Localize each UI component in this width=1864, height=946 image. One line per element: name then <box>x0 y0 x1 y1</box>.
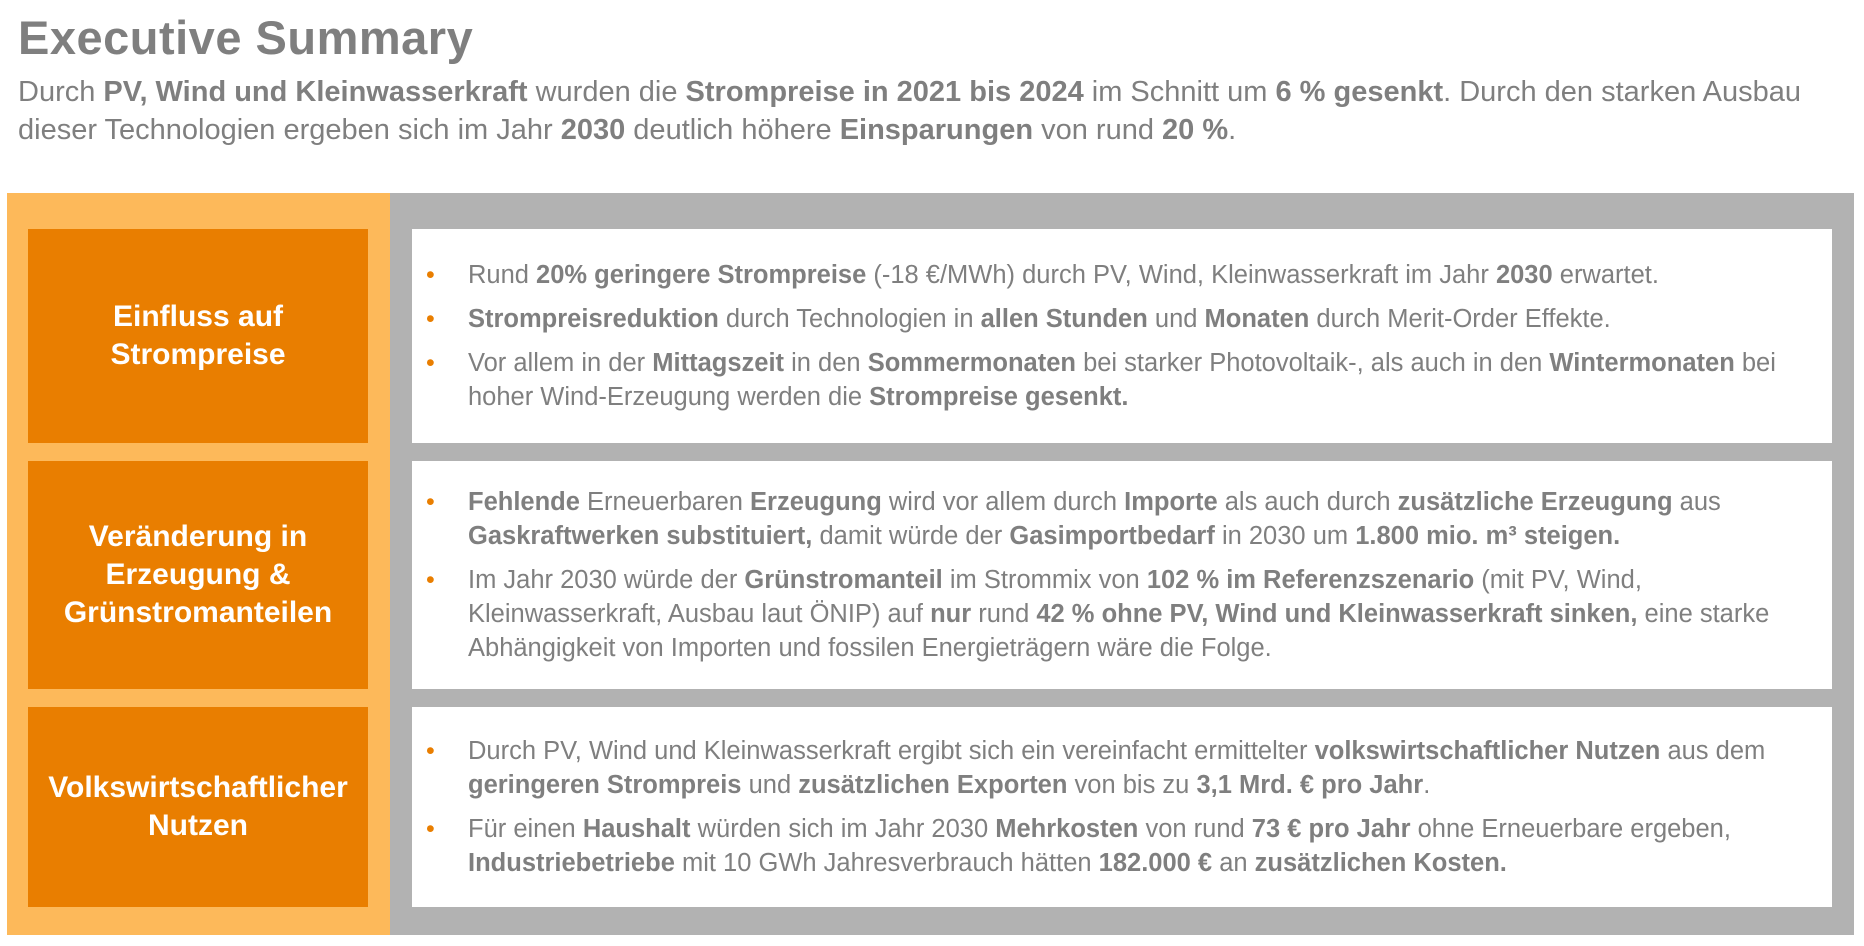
bullet-text: Im Jahr 2030 würde der Grünstromanteil im Strommix von 102 % im Referenzszenario (mit PV, Wind, Kleinwasserkraft, Ausbau laut ÖNIP) auf nur rund 42 % ohne PV, Wind und Kleinwasserkraft sinken, eine starke Abhängigkeit von Importen und fossilen Energieträgern wäre die Folge. <box>468 566 1770 662</box>
bullet-item <box>426 258 1812 292</box>
executive-summary-text: Durch PV, Wind und Kleinwasserkraft wurden die Strompreise in 2021 bis 2024 im Schnitt um 6 % gesenkt. Durch den starken Ausbau dieser Technologien ergeben sich im Jahr 2030 deutlich höhere Einsparungen von rund 20 %. <box>18 76 1802 146</box>
bullet-icon: • <box>426 737 435 765</box>
bullet-list <box>426 485 1812 665</box>
bullet-item <box>426 563 1812 665</box>
bullet-list <box>426 734 1812 880</box>
bullet-icon: • <box>426 566 435 594</box>
bullet-item <box>426 485 1812 553</box>
section-content-erzeugung <box>412 461 1832 689</box>
bullet-text: Durch PV, Wind und Kleinwasserkraft ergibt sich ein vereinfacht ermittelter volkswirtschaftlicher Nutzen aus dem geringeren Strompreis und zusätzlichen Exporten von bis zu 3,1 Mrd. € pro Jahr. <box>468 737 1766 799</box>
section-label-erzeugung: Veränderung in Erzeugung & Grünstromanteilen <box>28 461 368 689</box>
section-label-nutzen: Volkswirtschaftlicher Nutzen <box>28 707 368 907</box>
bullet-text: Rund 20% geringere Strompreise (-18 €/MWh) durch PV, Wind, Kleinwasserkraft im Jahr 2030 erwartet. <box>468 261 1659 289</box>
bullet-item <box>426 812 1812 880</box>
bullet-item <box>426 734 1812 802</box>
section-content-strompreise <box>412 229 1832 443</box>
bullet-text: Vor allem in der Mittagszeit in den Sommermonaten bei starker Photovoltaik-, als auch in den Wintermonaten bei hoher Wind-Erzeugung werden die Strompreise gesenkt. <box>468 349 1776 411</box>
bullet-text: Strompreisreduktion durch Technologien in allen Stunden und Monaten durch Merit-Order Effekte. <box>468 305 1611 333</box>
bullet-item <box>426 346 1812 414</box>
bullet-list <box>426 258 1812 414</box>
bullet-icon: • <box>426 261 435 289</box>
bullet-text: Für einen Haushalt würden sich im Jahr 2030 Mehrkosten von rund 73 € pro Jahr ohne Erneuerbare ergeben, Industriebetriebe mit 10 GWh Jahresverbrauch hätten 182.000 € an zusätzlichen Kosten. <box>468 815 1731 877</box>
bullet-text: Fehlende Erneuerbaren Erzeugung wird vor allem durch Importe als auch durch zusätzliche Erzeugung aus Gaskraftwerken substituiert, damit würde der Gasimportbedarf in 2030 um 1.800 mio. m³ steigen. <box>468 488 1721 550</box>
bullet-item <box>426 302 1812 336</box>
section-label-strompreise: Einfluss auf Strompreise <box>28 229 368 443</box>
page-title: Executive Summary <box>18 11 474 64</box>
bullet-icon: • <box>426 488 435 516</box>
bullet-icon: • <box>426 349 435 377</box>
bullet-icon: • <box>426 815 435 843</box>
bullet-icon: • <box>426 305 435 333</box>
section-content-nutzen <box>412 707 1832 907</box>
